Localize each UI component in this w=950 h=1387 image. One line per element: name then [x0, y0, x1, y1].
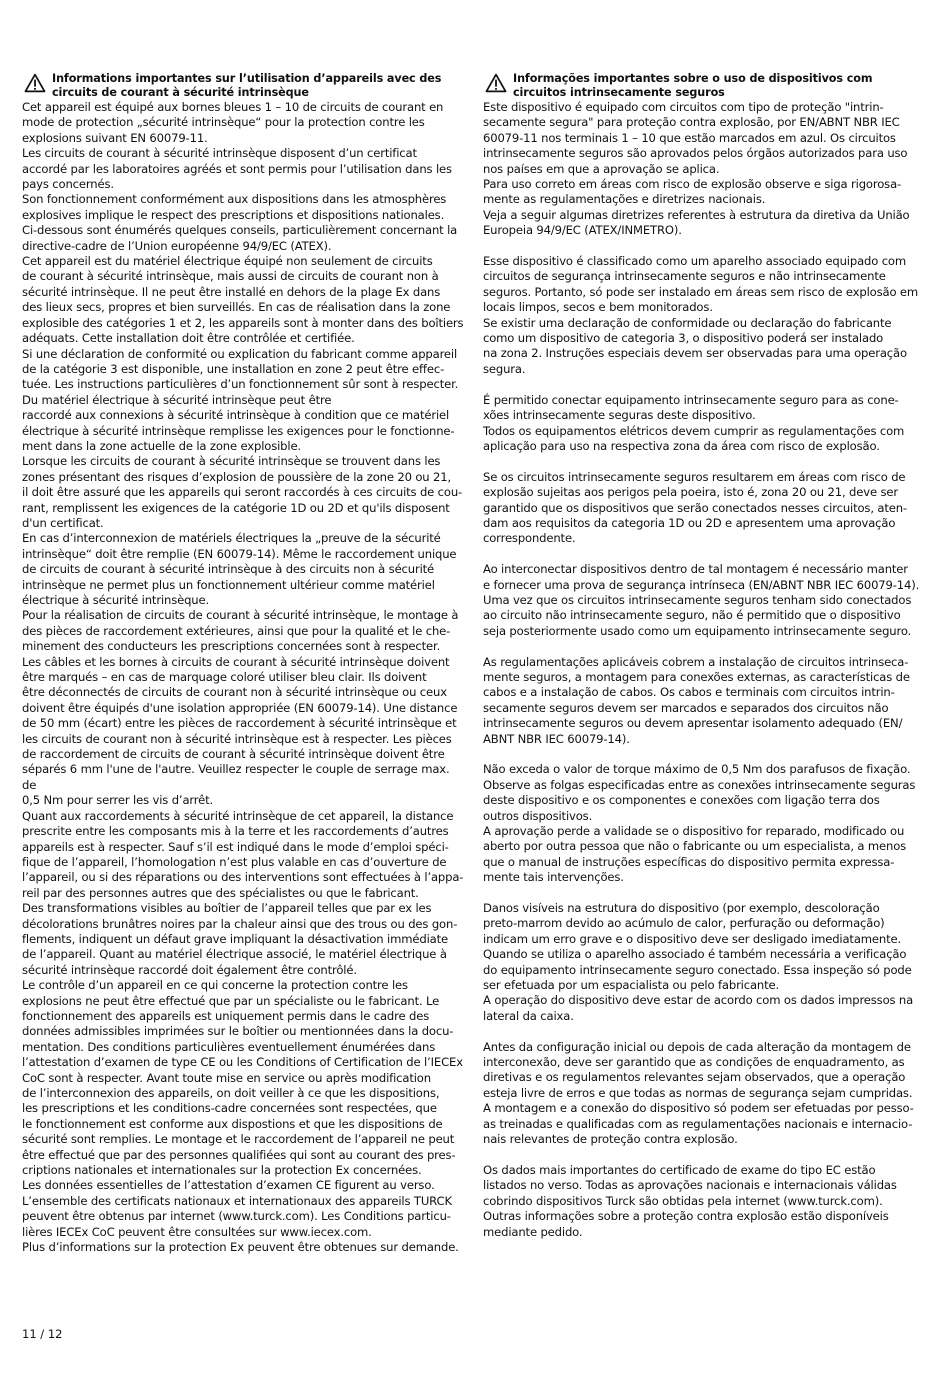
paragraph: Les câbles et les bornes à circuits de courant à sécurité intrinsèque doivent être marqués – en cas de marquage coloré utiliser bleu clair. Ils doivent être déconnectés de circuits de courant non à sécurité intrinsèque ou ceux doivent être équipés d'une isolation appropriée (EN 60079-14). Une distance de 50 mm (écart) entre les pièces de raccordement à sécurité intrinsèque et les circuits de courant non à sécurité intrinsèque est à respecter. Les pièces de raccordement de circuits de courant à sécurité intrinsèque doivent être séparés 6 mm l'une de l'autre. Veuillez respecter le couple de serrage max. de 0,5 Nm pour serrer les vis d’arrêt. — [22, 654, 458, 808]
paragraph: Cet appareil est équipé aux bornes bleues 1 – 10 de circuits de courant en mode de protection „sécurité intrinsèque“ pour la protection contre les explosions suivant EN 60079-11. — [22, 100, 444, 145]
paragraph: A operação do dispositivo deve estar de acordo com os dados impressos na lateral da caixa. — [483, 993, 914, 1023]
warning-triangle-icon — [24, 73, 46, 93]
paragraph: Si une déclaration de conformité ou explication du fabricant comme appareil de la catégorie 3 est disponible, une installation en zone 2 peut être effec- tuée. Les instructions particulières d’un fonctionnement sûr sont à respecter. — [22, 346, 459, 392]
paragraph: Des transformations visibles au boîtier de l’appareil telles que par ex les décolorations brunâtres noires par la chaleur ainsi que des trous ou des gon- flements, indiquent un défaut grave impliquant la désactivation immédiate de l’appareil. Quant au matériel électrique associé, le matériel électrique à sécurité intrinsèque raccordé doit également être contrôlé. — [22, 901, 458, 977]
paragraph: Le contrôle d’un appareil en ce qui concerne la protection contre les explosions ne peut être effectué que par un spécialiste ou le fabricant. Le fonctionnement des appareils est uniquement permis dans le cadre des données admissibles imprimées sur le boîtier ou mentionnées dans la docu- mentation. Des conditions particulières eventuellement énumérées dans l’attestation d’examen de type CE ou les Conditions of Certification de l’IECEx CoC sont à respecter. Avant toute mise en service ou après modification de l’interconnexion des appareils, on doit veiller à ce que les dispositions, les prescriptions et les conditions-cadre concernées sont respectées, que le fonctionnement est conforme aux dispostions et que les dispositions de sécurité sont remplies. Le montage et le raccordement de l’appareil ne peut être effectué que par des personnes qualifiées qui sont au courant des pres- criptions nationales et internationales sur la protection Ex concernées. — [22, 978, 463, 1178]
paragraph: Cet appareil est du matériel électrique équipé non seulement de circuits de courant à sécurité intrinsèque, mais aussi de circuits de courant non à sécurité intrinsèque. Il ne peut être installé en dehors de la plage Ex dans des lieux secs, propres et bien surveillés. En cas de réalisation dans la zone explosible des catégories 1 et 2, les appareils sont à monter dans des boîtiers adéquats. Cette installation doit être contrôlée et certifiée. — [22, 254, 464, 346]
column-portuguese — [483, 72, 923, 1240]
heading-text: Informations importantes sur l’utilisation d’appareils avec des circuits de courant à sécurité intrinsèque — [52, 72, 442, 99]
paragraph: Du matériel électrique à sécurité intrinsèque peut être raccordé aux connexions à sécurité intrinsèque à condition que ce matériel électrique à sécurité intrinsèque remplisse les exigences pour le fonctionne- ment dans la zone actuelle de la zone explosible. — [22, 392, 455, 453]
section-heading-french — [22, 72, 464, 100]
warning-triangle-icon — [485, 73, 507, 93]
paragraph: Pour la réalisation de circuits de courant à sécurité intrinsèque, le montage à des pièces de raccordement extérieures, ainsi que pour la qualité et le che- minement des conducteurs les prescriptions concernées sont à respecter. — [22, 608, 459, 654]
paragraph: É permitido conectar equipamento intrinsecamente seguro para as cone- xões intrinsecamente seguras deste dispositivo. — [483, 392, 899, 423]
paragraph: Todos os equipamentos elétricos devem cumprir as regulamentações com aplicação para uso na respectiva zona da área com risco de explosão. — [483, 423, 905, 453]
paragraph: Ao interconectar dispositivos dentro de tal montagem é necessário manter e fornecer uma prova de segurança intrínseca (EN/ABNT NBR IEC 60079-14). Uma vez que os circuitos intrinsecamente seguros tenham sido conectados ao circuito não intrinsecamente seguro, não é permitido que o dispositivo seja posteriormente usado como um equipamento intrinsecamente seguro. — [483, 562, 920, 638]
paragraph: Os dados mais importantes do certificado de exame do tipo EC estão listados no verso. Todas as aprovações nacionais e internacionais válidas cobrindo dispositivos Turck são obtidas pela internet (www.turck.com). Outras informações sobre a proteção contra explosão estão disponíveis mediante pedido. — [483, 1162, 897, 1239]
paragraph: Se existir uma declaração de conformidade ou declaração do fabricante como um dispositivo de categoria 3, o dispositivo poderá ser instalado na zona 2. Instruções especiais devem ser observadas para uma operação segura. — [483, 315, 907, 376]
paragraph: Se os circuitos intrinsecamente seguros resultarem em áreas com risco de explosão sujeitas aos perigos pela poeira, isto é, zona 20 ou 21, deve ser garantido que os dispositivos que serão conectados nesses circuitos, aten- dam aos requisitos da categoria 1D ou 2D e apresentem uma aprovação correspondente. — [483, 469, 907, 546]
body-text-portuguese — [483, 100, 923, 1240]
paragraph: Quando se utiliza o aparelho associado é também necessária a verificação do equipamento intrinsecamente seguro conectado. Essa inspeção só pode ser efetuada por um espacialista ou pelo fabricante. — [483, 947, 912, 993]
paragraph: Quant aux raccordements à sécurité intrinsèque de cet appareil, la distance prescrite entre les composants mis à la terre et les raccordements d’autres appareils est à respecter. Sauf s’il est indiqué dans le mode d’emploi spéci- fique de l’appareil, l’homologation n’est plus valable en cas d’ouverture de l’appareil, ou si des réparations ou des interventions sont effectuées à l’appa- reil par des personnes autres que des spécialistes ou que le fabricant. — [22, 808, 464, 900]
paragraph: Lorsque les circuits de courant à sécurité intrinsèque se trouvent dans les zones présentant des risques d’explosion de poussière de la zone 20 ou 21, il doit être assuré que les appareils qui seront raccordés à ces circuits de cou- rant, remplissent les exigences de la catégorie 1D ou 2D et qu'ils disposent d'un certificat. — [22, 454, 463, 530]
paragraph: A montagem e a conexão do dispositivo só podem ser efetuadas por pesso- as treinadas e qualificadas com as regulamentações nacionais e internacio- nais relevantes de proteção contra explosão. — [483, 1101, 914, 1147]
paragraph: Les circuits de courant à sécurité intrinsèque disposent d’un certificat accordé par les laboratoires agréés et sont permis pour l’utilisation dans les pays concernés. — [22, 146, 452, 192]
section-heading-portuguese — [483, 72, 923, 100]
paragraph: Son fonctionnement conformément aux dispositions dans les atmosphères explosives implique le respect des prescriptions et dispositions nationales. Ci-dessous sont énumérés quelques conseils, particulièrement concernant la directive-cadre de l’Union européenne 94/9/EC (ATEX). — [22, 192, 458, 253]
paragraph: Antes da configuração inicial ou depois de cada alteração da montagem de interconexão, deve ser garantido que as condições de enquadramento, as diretivas e os regulamentos relevantes sejam observados, que a operação esteja livre de erros e que todas as normas de segurança sejam cumpridas. — [483, 1039, 913, 1100]
column-french — [22, 72, 464, 1255]
heading-text: Informações importantes sobre o uso de dispositivos com circuitos intrinsecamente seguros — [513, 72, 873, 99]
paragraph: Veja a seguir algumas diretrizes referentes à estrutura da diretiva da União Europeia 94/9/EC (ATEX/INMETRO). — [483, 207, 910, 238]
paragraph: Les données essentielles de l’attestation d’examen CE figurent au verso. L’ensemble des certificats nationaux et internationaux des appareils TURCK peuvent être obtenus par internet (www.turck.com). Les Conditions particu- lières IECEx CoC peuvent être consultées sur www.iecex.com. — [22, 1178, 452, 1239]
paragraph: En cas d’interconnexion de matériels électriques la „preuve de la sécurité intrinsèque“ doit être remplie (EN 60079-14). Même le raccordement unique de circuits de courant à sécurité intrinsèque à des circuits non à sécurité intrinsèque ne permet plus un fonctionnement ultérieur comme matériel électrique à sécurité intrinsèque. — [22, 531, 457, 607]
paragraph: As regulamentações aplicáveis cobrem a instalação de circuitos intrinseca- mente seguros, a montagem para conexões externas, as características de cabos e a instalação de cabos. Os cabos e terminais com circuitos intrin- secamente seguros devem ser marcados e separados dos circuitos não intrinsecamente seguros ou devem apresentar isolamento adequado (EN/ ABNT NBR IEC 60079-14). — [483, 654, 910, 746]
paragraph: Para uso correto em áreas com risco de explosão observe e siga rigorosa- mente as regulamentações e diretrizes nacionais. — [483, 177, 902, 207]
paragraph: Este dispositivo é equipado com circuitos com tipo de proteção "intrin- secamente segura" para proteção contra explosão, por EN/ABNT NBR IEC 60079-11 nos terminais 1 – 10 que estão marcados em azul. Os circuitos intrinsecamente seguros são aprovados pelos órgãos autorizados para uso nos países em que a aprovação se aplica. — [483, 100, 908, 176]
paragraph: Esse dispositivo é classificado como um aparelho associado equipado com circuitos de segurança intrinsecamente seguros e não intrinsecamente seguros. Portanto, só pode ser instalado em áreas sem risco de explosão em locais limpos, secos e bem monitorados. — [483, 254, 919, 315]
paragraph: Plus d’informations sur la protection Ex peuvent être obtenues sur demande. — [22, 1240, 459, 1255]
paragraph: Danos visíveis na estrutura do dispositivo (por exemplo, descoloração preto-marrom devido ao acúmulo de calor, perfuração ou deformação) indicam um erro grave e o dispositivo deve ser desligado imediatamente. — [483, 901, 902, 946]
paragraph: Observe as folgas especificadas entre as conexões intrinsecamente seguras deste dispositivo e os componentes e conexões com ligação terra dos outros dispositivos. — [483, 777, 916, 823]
body-text-french — [22, 100, 464, 1255]
paragraph: A aprovação perde a validade se o dispositivo for reparado, modificado ou aberto por outra pessoa que não o fabricante ou um especialista, a menos que o manual de instruções específicas do dispositivo permita expressa- mente tais intervenções. — [483, 824, 907, 885]
paragraph: Não exceda o valor de torque máximo de 0,5 Nm dos parafusos de fixação. — [483, 762, 911, 777]
page-number: 11 / 12 — [22, 1327, 63, 1341]
